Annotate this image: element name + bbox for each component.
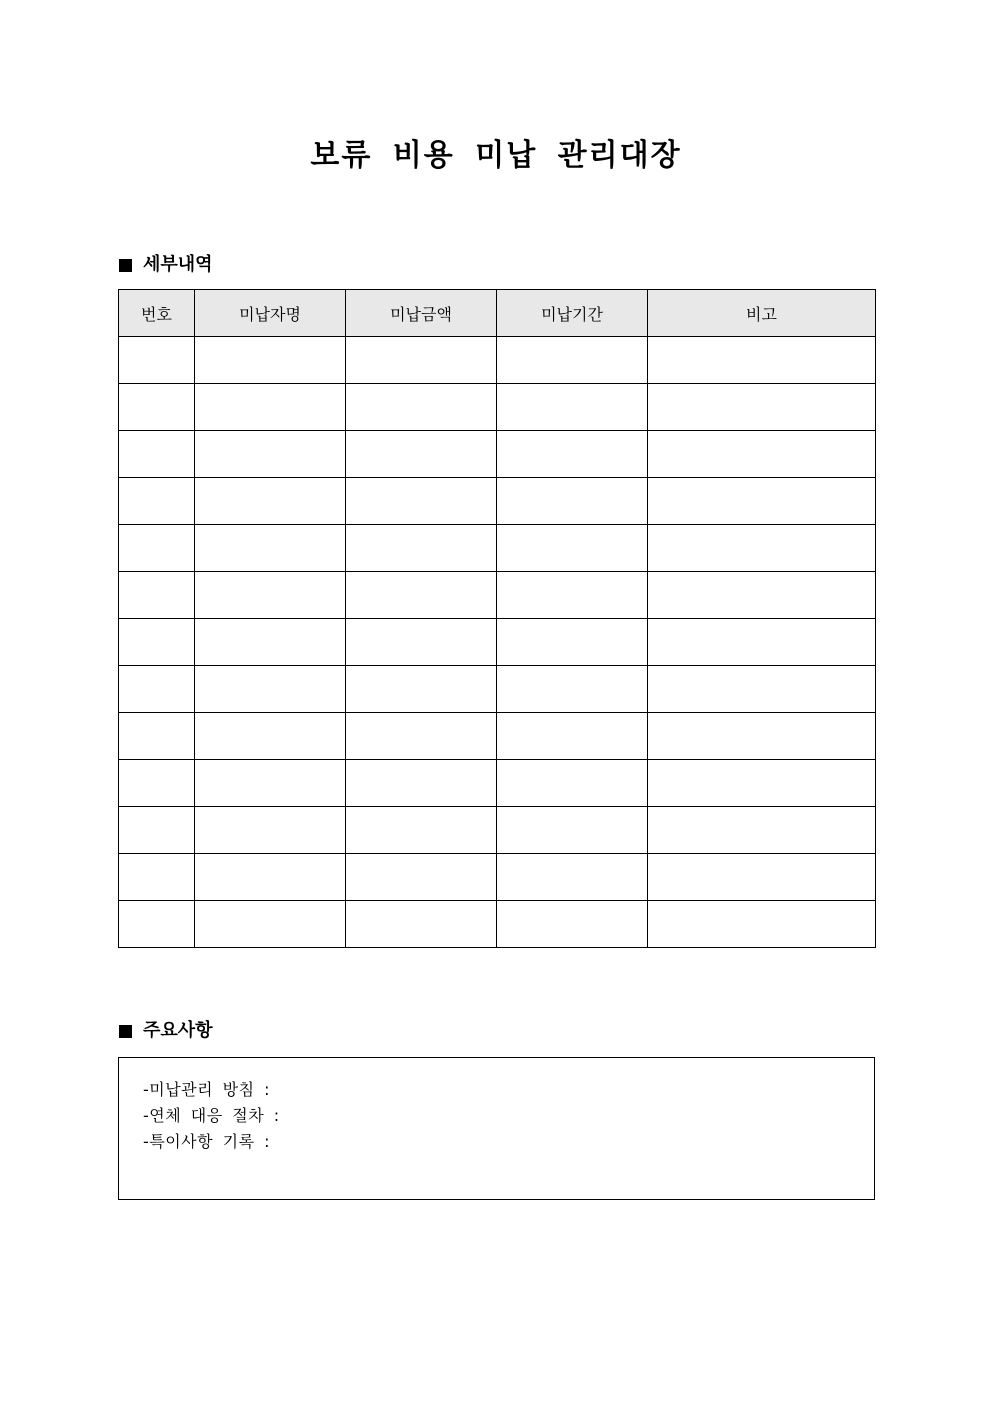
cell-number[interactable] xyxy=(119,431,195,478)
details-section-heading xyxy=(119,253,213,277)
notes-box xyxy=(118,1057,875,1200)
cell-unpaid-amount[interactable] xyxy=(346,666,497,713)
cell-debtor-name[interactable] xyxy=(195,854,346,901)
unpaid-ledger-table xyxy=(118,289,876,948)
table-row xyxy=(119,431,876,478)
cell-unpaid-amount[interactable] xyxy=(346,384,497,431)
table-row xyxy=(119,384,876,431)
cell-unpaid-period[interactable] xyxy=(497,854,648,901)
column-header-unpaid-amount: 미납금액 xyxy=(346,290,497,337)
cell-remarks[interactable] xyxy=(648,760,876,807)
table-row xyxy=(119,666,876,713)
cell-unpaid-period[interactable] xyxy=(497,901,648,948)
cell-unpaid-amount[interactable] xyxy=(346,760,497,807)
cell-debtor-name[interactable] xyxy=(195,619,346,666)
cell-number[interactable] xyxy=(119,807,195,854)
cell-remarks[interactable] xyxy=(648,431,876,478)
column-header-debtor-name: 미납자명 xyxy=(195,290,346,337)
cell-remarks[interactable] xyxy=(648,713,876,760)
cell-number[interactable] xyxy=(119,525,195,572)
cell-unpaid-period[interactable] xyxy=(497,713,648,760)
cell-unpaid-period[interactable] xyxy=(497,572,648,619)
cell-debtor-name[interactable] xyxy=(195,525,346,572)
cell-unpaid-period[interactable] xyxy=(497,478,648,525)
cell-remarks[interactable] xyxy=(648,525,876,572)
table-row xyxy=(119,525,876,572)
cell-unpaid-period[interactable] xyxy=(497,666,648,713)
cell-remarks[interactable] xyxy=(648,572,876,619)
table-row xyxy=(119,901,876,948)
cell-remarks[interactable] xyxy=(648,337,876,384)
table-row xyxy=(119,760,876,807)
cell-unpaid-period[interactable] xyxy=(497,337,648,384)
note-policy: -미납관리 방침 : xyxy=(143,1080,271,1099)
cell-remarks[interactable] xyxy=(648,666,876,713)
cell-unpaid-amount[interactable] xyxy=(346,901,497,948)
cell-unpaid-amount[interactable] xyxy=(346,572,497,619)
cell-debtor-name[interactable] xyxy=(195,384,346,431)
column-header-remarks: 비고 xyxy=(648,290,876,337)
cell-unpaid-amount[interactable] xyxy=(346,337,497,384)
cell-number[interactable] xyxy=(119,384,195,431)
cell-debtor-name[interactable] xyxy=(195,478,346,525)
page-title: 보류 비용 미납 관리대장 xyxy=(310,138,682,173)
table-row xyxy=(119,478,876,525)
column-header-number: 번호 xyxy=(119,290,195,337)
notes-section-heading xyxy=(119,1019,213,1043)
cell-unpaid-amount[interactable] xyxy=(346,525,497,572)
cell-unpaid-amount[interactable] xyxy=(346,478,497,525)
cell-unpaid-amount[interactable] xyxy=(346,713,497,760)
cell-unpaid-amount[interactable] xyxy=(346,431,497,478)
black-square-icon xyxy=(119,1025,132,1038)
black-square-icon xyxy=(119,259,132,272)
cell-number[interactable] xyxy=(119,901,195,948)
table-row xyxy=(119,619,876,666)
cell-number[interactable] xyxy=(119,478,195,525)
note-special-remarks: -특이사항 기록 : xyxy=(143,1132,271,1151)
notes-heading-label: 주요사항 xyxy=(143,1020,213,1041)
table-header-row xyxy=(119,290,876,337)
cell-remarks[interactable] xyxy=(648,384,876,431)
cell-unpaid-period[interactable] xyxy=(497,760,648,807)
cell-debtor-name[interactable] xyxy=(195,337,346,384)
cell-number[interactable] xyxy=(119,760,195,807)
cell-debtor-name[interactable] xyxy=(195,713,346,760)
cell-unpaid-period[interactable] xyxy=(497,525,648,572)
cell-debtor-name[interactable] xyxy=(195,901,346,948)
cell-remarks[interactable] xyxy=(648,807,876,854)
cell-number[interactable] xyxy=(119,572,195,619)
cell-debtor-name[interactable] xyxy=(195,572,346,619)
cell-number[interactable] xyxy=(119,713,195,760)
cell-debtor-name[interactable] xyxy=(195,431,346,478)
cell-unpaid-period[interactable] xyxy=(497,431,648,478)
note-overdue-procedure: -연체 대응 절차 : xyxy=(143,1106,280,1125)
notes-list xyxy=(143,1077,280,1155)
cell-number[interactable] xyxy=(119,854,195,901)
cell-number[interactable] xyxy=(119,666,195,713)
table-row xyxy=(119,337,876,384)
cell-number[interactable] xyxy=(119,337,195,384)
cell-unpaid-amount[interactable] xyxy=(346,619,497,666)
column-header-unpaid-period: 미납기간 xyxy=(497,290,648,337)
table-body xyxy=(119,337,876,948)
cell-debtor-name[interactable] xyxy=(195,807,346,854)
cell-unpaid-amount[interactable] xyxy=(346,807,497,854)
table-row xyxy=(119,572,876,619)
table-row xyxy=(119,713,876,760)
cell-unpaid-amount[interactable] xyxy=(346,854,497,901)
cell-debtor-name[interactable] xyxy=(195,760,346,807)
cell-remarks[interactable] xyxy=(648,854,876,901)
cell-debtor-name[interactable] xyxy=(195,666,346,713)
cell-remarks[interactable] xyxy=(648,901,876,948)
cell-number[interactable] xyxy=(119,619,195,666)
table-row xyxy=(119,807,876,854)
cell-remarks[interactable] xyxy=(648,619,876,666)
table-row xyxy=(119,854,876,901)
cell-remarks[interactable] xyxy=(648,478,876,525)
cell-unpaid-period[interactable] xyxy=(497,807,648,854)
cell-unpaid-period[interactable] xyxy=(497,619,648,666)
details-heading-label: 세부내역 xyxy=(143,254,213,275)
cell-unpaid-period[interactable] xyxy=(497,384,648,431)
